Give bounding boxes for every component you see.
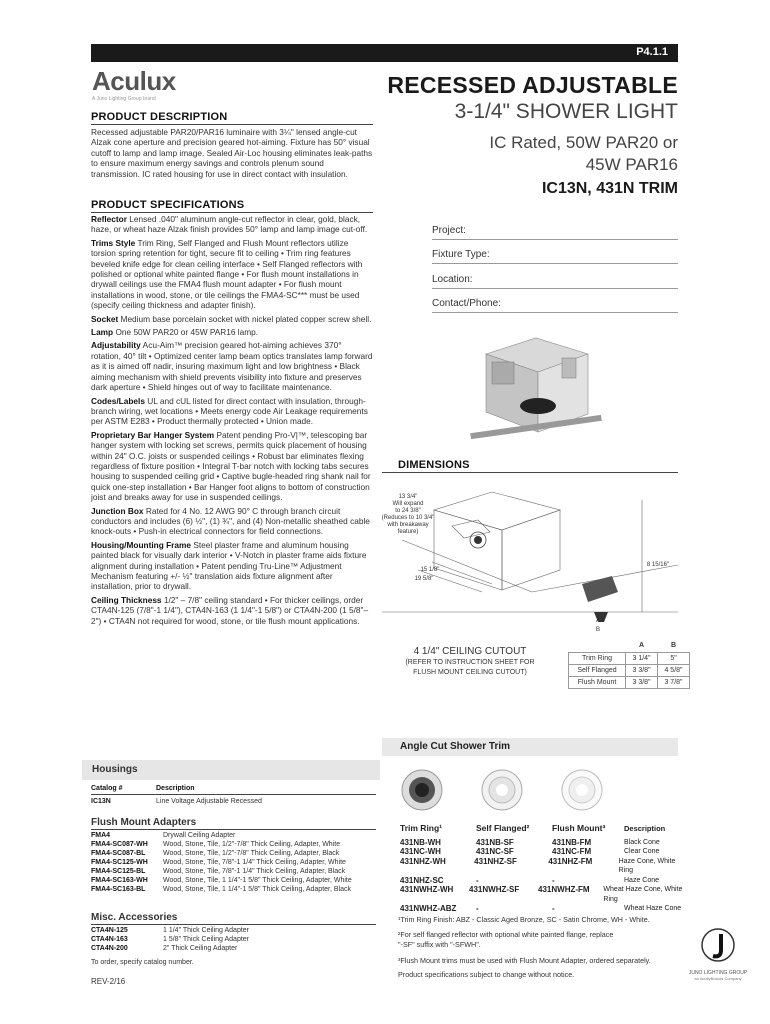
table-row: 431NB-WH 431NB-SF 431NB-FM Black Cone — [400, 837, 660, 847]
flush-mount-image — [560, 768, 604, 812]
table-row: CTA4N-200 2" Thick Ceiling Adapter — [91, 945, 238, 952]
spec-text: Medium base porcelain socket with nickel plated copper screw shell. — [120, 313, 372, 324]
juno-subtext: an AcuityBrands Company — [694, 976, 742, 981]
spec-label: Junction Box — [91, 505, 144, 516]
table-row: IC13N Line Voltage Adjustable Recessed — [91, 798, 262, 805]
fixture-type-field[interactable]: Fixture Type: — [432, 249, 678, 264]
flush-mount-list — [91, 831, 376, 894]
spec-label: Housing/Mounting Frame — [91, 539, 192, 550]
project-field[interactable]: Project: — [432, 225, 678, 240]
table-row: 431NHZ-SC - - Haze Cone — [400, 875, 660, 885]
page-subtitle: 3-1/4" SHOWER LIGHT — [454, 100, 678, 123]
misc-list — [91, 926, 376, 953]
footnote-4: Product specifications subject to change without notice. — [398, 970, 575, 979]
page-code: P4.1.1 — [636, 46, 668, 58]
page-title: RECESSED ADJUSTABLE — [387, 72, 678, 98]
table-row: FMA4-SC163-WH Wood, Stone, Tile, 1 1/4"-1 5/8" Thick Ceiling, Adapter, White — [91, 877, 352, 884]
table-row: CTA4N-125 1 1/4" Thick Ceiling Adapter — [91, 927, 250, 934]
title-desc-line1: IC Rated, 50W PAR20 or — [489, 133, 678, 152]
spec-label: Reflector — [91, 214, 127, 224]
specifications-list — [91, 214, 373, 629]
spec-item — [91, 327, 373, 337]
dimensions-heading: DIMENSIONS — [398, 459, 470, 471]
table-row: Flush Mount 3 3/8" 3 7/8" — [569, 676, 690, 688]
spec-text: Steel plaster frame and aluminum housing painted black for visually dark interior • V-Notch in plaster frame aids fixture alignment during installation • Patent pending Tru-Line™ Adjustment Mechanism featuring +/- ½" translation aids fixture alignment after installation, prior to drywall. — [91, 539, 367, 592]
spec-text: UL and cUL listed for direct contact with insulation, through-branch wiring, wet locations • Meets energy code Air Leakage requirements per ASTM E283 • Product thermally protected • Union made. — [91, 395, 368, 427]
dim-label-b: B — [595, 627, 601, 633]
product-specifications-heading: PRODUCT SPECIFICATIONS — [91, 199, 245, 211]
dim-note-1: 13 3/4" — [398, 494, 418, 500]
housings-table — [91, 784, 376, 806]
col-flush-mount: Flush Mount³ — [552, 823, 606, 833]
dim-note-6: feature) — [397, 529, 419, 535]
flush-mount-heading: Flush Mount Adapters — [91, 817, 197, 828]
title-desc-line2: 45W PAR16 — [585, 155, 678, 174]
misc-heading: Misc. Accessories — [91, 912, 178, 923]
logo-tagline: A Juno Lighting Group brand — [92, 96, 156, 102]
dim-note-4: (Reduces to 10 3/4" — [382, 515, 435, 521]
footnote-2a: ²For self flanged reflector with optional white painted flange, replace — [398, 930, 614, 939]
cutout-note-1: (REFER TO INSTRUCTION SHEET FOR — [405, 659, 535, 666]
misc-note: To order, specify catalog number. — [91, 959, 194, 966]
dim-15: 15 1/8" — [420, 567, 440, 573]
trim-ring-image — [400, 768, 444, 812]
page-code-bar — [91, 44, 678, 62]
table-row: 431NWHZ-ABZ - - Wheat Haze Cone — [400, 904, 682, 913]
table-row: Self Flanged 3 3/8" 4 5/8" — [569, 664, 690, 676]
spec-label: Codes/Labels — [91, 395, 145, 406]
col-description: Description — [156, 785, 195, 792]
table-row: Trim Ring 3 1/4" 5" — [569, 652, 690, 664]
dim-table-header — [569, 640, 626, 652]
divider — [91, 924, 376, 925]
contact-phone-field[interactable]: Contact/Phone: — [432, 298, 678, 313]
spec-text: Trim Ring, Self Flanged and Flush Mount reflectors utilize torsion spring retention for tight, secure fit to ceiling • Trim ring features beveled knife edge for clean ceiling interface • Self Flanged reflectors with polished or optional white painted flange • For flush mount installations in drywall ceilings use the FMA4 flush mount adapter • For flush mount installations in wood, stone, or tile ceilings the FMA4-SC*** must be used (specify ceiling thickness and adapter finish). — [91, 237, 363, 311]
angle-cut-heading: Angle Cut Shower Trim — [382, 738, 678, 756]
spec-text: 1/2" – 7/8" ceiling standard • For thicker ceilings, order CTA4N-125 (7/8"-1 1/4"), CTA4N-163 (1 1/4"-1 5/8") or CTA4N-200 (1 5/8"– 2") • CTA4N not required for wood, stone, or tile flush mount applications. — [91, 594, 369, 626]
juno-logo — [688, 928, 748, 981]
self-flanged-image — [480, 768, 524, 812]
location-field[interactable]: Location: — [432, 274, 678, 289]
spec-text: Rated for 4 No. 12 AWG 90° C through branch circuit conductors and includes (6) ½", (1) ¾", and (4) Non-metallic sheathed cable knock-outs • Push-in electrical connectors for field connections. — [91, 505, 370, 537]
table-row: FMA4-SC125-BL Wood, Stone, Tile, 7/8"-1 1/4" Thick Ceiling, Adapter, Black — [91, 868, 346, 875]
spec-text: One 50W PAR20 or 45W PAR16 lamp. — [115, 327, 259, 338]
spec-label: Lamp — [91, 327, 114, 338]
dim-label-a: A — [595, 618, 601, 624]
cutout-note-2: FLUSH MOUNT CEILING CUTOUT) — [413, 669, 527, 676]
spec-item — [91, 506, 373, 537]
spec-item — [91, 340, 373, 392]
spec-item — [91, 396, 373, 427]
juno-text: JUNO LIGHTING GROUP — [688, 970, 748, 976]
footnote-1: ¹Trim Ring Finish: ABZ - Classic Aged Bronze, SC - Satin Chrome, WH - White. — [398, 915, 650, 924]
footnote-3: ³Flush Mount trims must be used with Flush Mount Adapter, ordered separately. — [398, 956, 651, 965]
dim-height: 8 15/16" — [646, 562, 670, 568]
divider — [91, 124, 373, 125]
table-row: FMA4-SC087-WH Wood, Stone, Tile, 1/2"-7/8" Thick Ceiling, Adapter, White — [91, 841, 341, 848]
spec-text: Patent pending Pro-V|™, telescoping bar hanger system with locking set screws, permits quick placement of housing within 24" O.C. joists or suspended ceilings • Robust bar eliminates flexing regardless of fixture position • Integral T-bar notch with locking tabs secures housing to suspended ceiling grid • Captive bugle-headed ring shank nail for quick one-step installation • Bar Hanger foot aligns to bottom of construction joist and breaks away for use in suspended ceilings. — [91, 429, 371, 503]
dimension-table — [568, 640, 690, 689]
trims-table — [400, 824, 690, 914]
spec-label: Ceiling Thickness — [91, 594, 162, 605]
dim-note-3: to 24 3/8" — [395, 508, 421, 514]
spec-item — [91, 214, 373, 235]
col-self-flanged: Self Flanged² — [476, 823, 530, 833]
aculux-logo: Aculux — [92, 66, 176, 96]
spec-label: Adjustability — [91, 340, 141, 351]
table-row: FMA4-SC163-BL Wood, Stone, Tile, 1 1/4"-1 5/8" Thick Ceiling, Adapter, Black — [91, 886, 351, 893]
divider — [91, 829, 376, 830]
spec-label: Trims Style — [91, 237, 136, 248]
col-catalog: Catalog # — [91, 785, 123, 792]
table-row: FMA4 Drywall Ceiling Adapter — [91, 832, 236, 839]
spec-item — [91, 540, 373, 592]
spec-item — [91, 595, 373, 626]
housings-heading: Housings — [82, 760, 380, 780]
housing-product-photo — [466, 332, 606, 450]
table-row: 431NC-WH 431NC-SF 431NC-FM Clear Cone — [400, 847, 660, 856]
spec-label: Proprietary Bar Hanger System — [91, 429, 215, 440]
dim-note-2: Will expand — [392, 501, 424, 507]
revision: REV-2/16 — [91, 977, 126, 986]
table-row: 431NWHZ-WH 431NWHZ-SF 431NWHZ-FM Wheat Haze Cone, White Ring — [400, 885, 683, 903]
dim-table-header-b: B — [658, 640, 690, 652]
spec-item — [91, 314, 373, 324]
spec-text: Acu-Aim™ precision geared hot-aiming achieves 370° rotation, 40° tilt • Optimized center lamp beam optics translates lamp forward as it is aimed off nadir, insuring maximum light and low brightness • Black aiming mechanism with shield prevents visibility into fixture and preserves dark aperture • Shield hinges out of way to facilitate maintenance. — [91, 340, 373, 393]
dimension-drawing — [382, 480, 678, 640]
table-row: FMA4-SC125-WH Wood, Stone, Tile, 7/8"-1 1/4" Thick Ceiling, Adapter, White — [91, 859, 346, 866]
model-number: IC13N, 431N TRIM — [541, 180, 678, 197]
footnote-2b: "-SF" suffix with "-SFWH". — [398, 940, 481, 949]
divider — [382, 472, 678, 473]
spec-text: Lensed .040" aluminum angle-cut reflector in clear, gold, black, haze, or wheat haze Alzak finish provides 50° lamp and lamp image cut-off. — [91, 214, 368, 235]
product-description-heading: PRODUCT DESCRIPTION — [91, 111, 228, 123]
table-row: CTA4N-163 1 5/8" Thick Ceiling Adapter — [91, 936, 250, 943]
table-row: 431NHZ-WH 431NHZ-SF 431NHZ-FM Haze Cone, White Ring — [400, 856, 676, 874]
dim-19: 19 5/8" — [414, 576, 434, 582]
spec-item — [91, 430, 373, 503]
col-description: Description — [624, 824, 666, 833]
dim-table-header-a: A — [626, 640, 658, 652]
table-row: FMA4-SC087-BL Wood, Stone, Tile, 1/2"-7/8" Thick Ceiling, Adapter, Black — [91, 850, 340, 857]
divider — [91, 212, 373, 213]
cutout-title: 4 1/4" CEILING CUTOUT — [413, 646, 527, 657]
juno-j-icon — [701, 928, 735, 964]
col-trim-ring: Trim Ring¹ — [400, 823, 443, 833]
dim-note-5: with breakaway — [387, 522, 429, 528]
product-description-text: Recessed adjustable PAR20/PAR16 luminaire with 3¼" lensed angle-cut Alzak cone aperture and precision geared hot-aiming. Fixture has 50° visual cutoff to lamp and lamp image. Sealed Air-Loc housing eliminates leak-paths to ensure maximum energy savings and controls plenum sound transmission. IC rated housing for use in direct contact with insulation. — [91, 127, 373, 179]
spec-item — [91, 238, 373, 311]
spec-label: Socket — [91, 313, 119, 324]
